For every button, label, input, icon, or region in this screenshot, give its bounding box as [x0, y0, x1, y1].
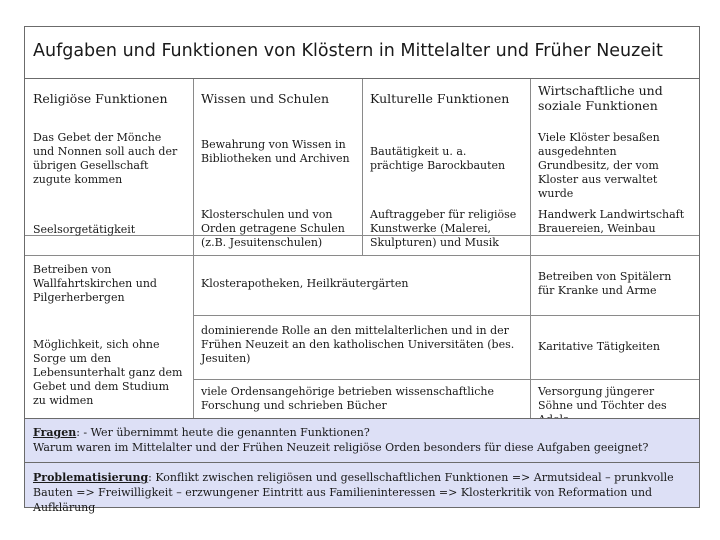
cell-r4-economic: Karitative Tätigkeiten	[538, 340, 660, 353]
header-economic: Wirtschaftliche und soziale Funktionen	[538, 83, 663, 113]
questions-label: Fragen	[33, 426, 77, 439]
grid-line	[193, 379, 699, 380]
cell-r3-economic: Betreiben von Spitälern für Kranke und Arme	[538, 270, 672, 297]
cell-r3-religious: Betreiben von Wallfahrtskirchen und Pilgerherbergen	[33, 263, 157, 304]
worksheet-frame	[24, 26, 700, 514]
cell-r4-knowledge-cultural: dominierende Rolle an den mittelalterlichen und in der Frühen Neuzeit an den katholischen Universitäten (bes. Jesuiten)	[201, 324, 515, 365]
grid-line	[530, 79, 531, 418]
cell-r1-knowledge: Bewahrung von Wissen in Bibliotheken und Archiven	[201, 138, 350, 165]
cell-r1-religious: Das Gebet der Mönche und Nonnen soll auch der übrigen Gesellschaft zugute kommen	[33, 131, 178, 186]
cell-r1-economic: Viele Klöster besaßen ausgedehnten Grundbesitz, der vom Kloster aus verwaltet wurde	[538, 131, 660, 200]
cell-r1-cultural: Bautätigkeit u. a. prächtige Barockbauten	[370, 145, 506, 172]
cell-r2-economic: Handwerk Landwirtschaft Brauereien, Weinbau	[538, 208, 685, 235]
cell-r3-knowledge-cultural: Klosterapotheken, Heilkräutergärten	[201, 277, 409, 290]
questions-box	[25, 418, 699, 462]
problem-label: Problematisierung	[33, 471, 149, 484]
grid-line	[193, 315, 699, 316]
cell-r2-knowledge: Klosterschulen und von Orden getragene Schulen (z.B. Jesuitenschulen)	[201, 208, 345, 249]
cell-r2-cultural: Auftraggeber für religiöse Kunstwerke (Malerei, Skulpturen) und Musik	[370, 208, 517, 249]
questions-text-1: : - Wer übernimmt heute die genannten Funktionen?	[76, 426, 370, 439]
page-title: Aufgaben und Funktionen von Klöstern in Mittelalter und Früher Neuzeit	[25, 27, 699, 79]
header-knowledge: Wissen und Schulen	[201, 91, 330, 106]
header-cultural: Kulturelle Funktionen	[370, 91, 510, 106]
questions-text-2: Warum waren im Mittelalter und der Frühen Neuzeit religiöse Orden besonders für diese Aufgaben geeignet?	[33, 441, 649, 454]
header-religious: Religiöse Funktionen	[33, 91, 168, 106]
problem-text: : Konflikt zwischen religiösen und gesellschaftlichen Funktionen => Armutsideal – prunkvolle Bauten => Freiwilligkeit – erzwungener Eintritt aus Familieninteressen => Klosterkritik von Reformation und Aufklärung	[33, 471, 674, 514]
grid-line	[25, 255, 699, 256]
cell-r4-religious: Möglichkeit, sich ohne Sorge um den Lebensunterhalt ganz dem Gebet und dem Studium zu widmen	[33, 338, 183, 407]
cell-r2-religious: Seelsorgetätigkeit	[33, 223, 136, 236]
cell-r5-knowledge-cultural: viele Ordensangehörige betrieben wissenschaftliche Forschung und schrieben Bücher	[201, 385, 494, 412]
questions-line-1	[33, 425, 691, 440]
cell-r5-economic: Versorgung jüngerer Söhne und Töchter des	[538, 385, 667, 412]
problem-box	[25, 462, 699, 514]
